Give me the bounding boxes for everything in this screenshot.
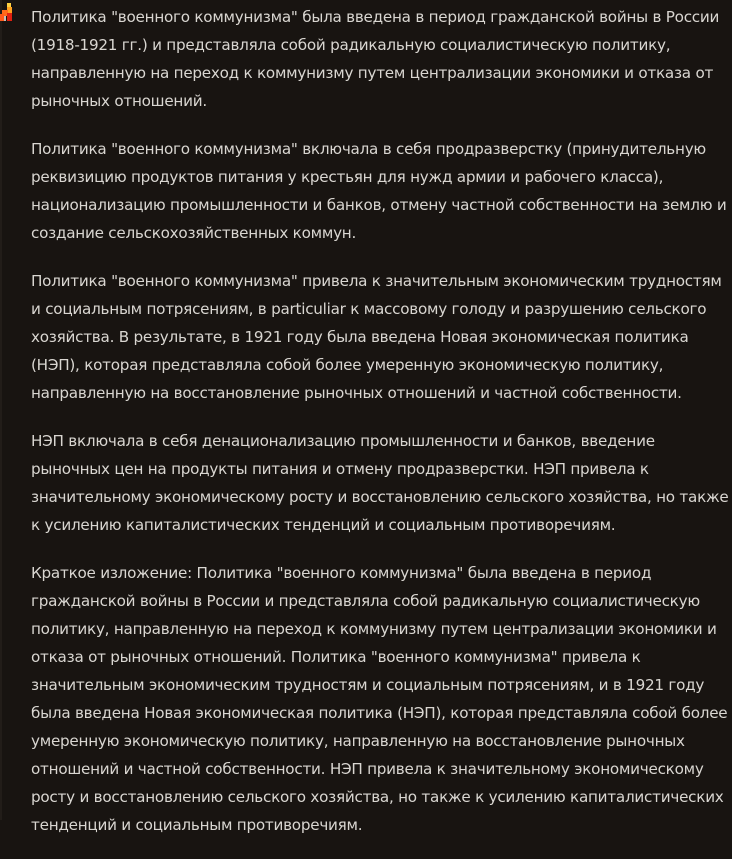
message-paragraph: Политика "военного коммунизма" привела к значительным экономическим трудностям и социальным потрясениям, в particuliar к массовому голоду и разрушению сельского хозяйства. В результате, в 1921 году была введена Новая экономическая политика (НЭП), которая представляла собой более умеренную экономическую политику, направленную на восстановление рыночных отношений и частной собственности. <box>31 272 722 402</box>
message-paragraph: Политика "военного коммунизма" была введена в период гражданской войны в России (1918-1921 гг.) и представляла собой радикальную социалистическую политику, направленную на переход к коммунизму путем централизации экономики и отказа от рыночных отношений. <box>31 8 720 110</box>
left-border <box>0 0 2 820</box>
assistant-message <box>31 3 731 859</box>
summary-paragraph: Краткое изложение: Политика "военного коммунизма" была введена в период гражданской войны в России и представляла собой радикальную социалистическую политику, направленную на переход к коммунизму путем централизации экономики и отказа от рыночных отношений. Политика "военного коммунизма" привела к значительным экономическим трудностям и социальным потрясениям, и в 1921 году была введена Новая экономическая политика (НЭП), которая представляла собой более умеренную экономическую политику, направленную на восстановление рыночных отношений и частной собственности. НЭП привела к значительному экономическому росту и восстановлению сельского хозяйства, но также к усилению капиталистических тенденций и социальным противоречиям. <box>31 564 728 834</box>
avatar-pixel <box>4 16 6 21</box>
message-paragraph: Политика "военного коммунизма" включала в себя продразверстку (принудительную реквизицию продуктов питания у крестьян для нужд армии и рабочего класса), национализацию промышленности и банков, отмену частной собственности на землю и создание сельскохозяйственных коммун. <box>31 140 727 242</box>
avatar-pixel <box>7 13 12 21</box>
pixel-avatar-icon <box>0 3 12 21</box>
message-paragraph: НЭП включала в себя денационализацию промышленности и банков, введение рыночных цен на продукты питания и отмену продразверстки. НЭП привела к значительному экономическому росту и восстановлению сельского хозяйства, но также к усилению капиталистических тенденций и социальным противоречиям. <box>31 432 729 534</box>
